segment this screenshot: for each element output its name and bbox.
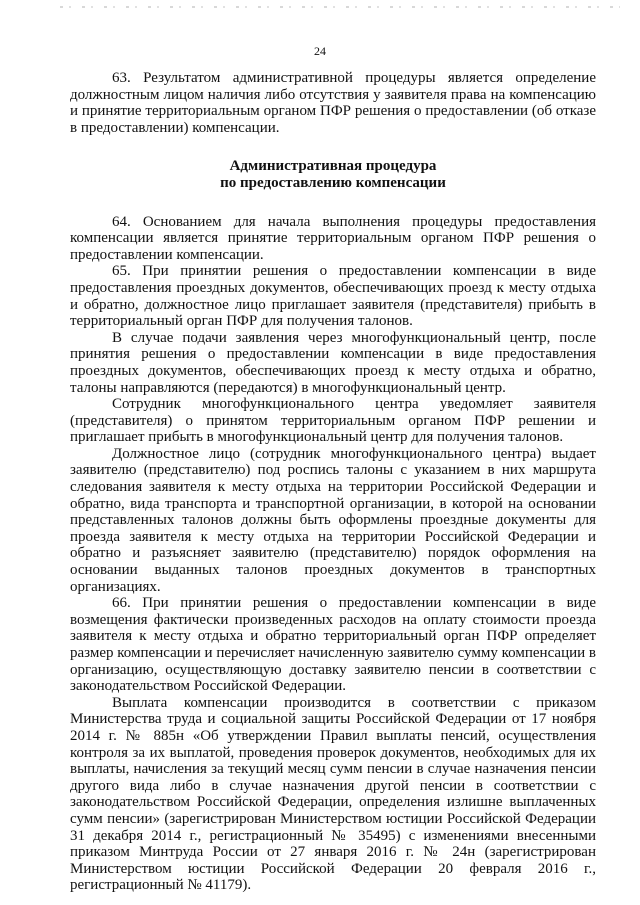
section-heading-line-2: по предоставлению компенсации xyxy=(220,174,446,191)
document-body xyxy=(70,70,596,894)
paragraph-mfc-employee: Сотрудник многофункционального центра уведомляет заявителя (представителя) о принятом территориальным органом ПФР решении и приглашает прибыть в многофункциональный центр для получения талонов. xyxy=(70,396,596,446)
paragraph-mfc-case: В случае подачи заявления через многофункциональный центр, после принятия решения о предоставлении компенсации в виде предоставления проездных документов, обеспечивающих проезд к месту отдыха и обратно, талоны направляются (передаются) в многофункциональный центр. xyxy=(70,329,596,396)
paragraph-payment: Выплата компенсации производится в соответствии с приказом Министерства труда и социальной защиты Российской Федерации от 17 ноября 2014 г. № 885н «Об утверждении Правил выплаты пенсий, осуществления контроля за их выплатой, проведения проверок документов, необходимых для их выплаты, начисления за текущий месяц сумм пенсии в случае назначения пенсии другого вида либо в случае назначения другой пенсии в соответствии с законодательством Российской Федерации, определения излишне выплаченных сумм пенсии» (зарегистрирован Министерством юстиции Российской Федерации 31 декабря 2014 г., регистрационный № 35495) с изменениями внесенными приказом Минтруда России от 27 января 2016 г. № 24н (зарегистрирован Министерством юстиции Российской Федерации 20 февраля 2016 г., регистрационный № 41179). xyxy=(70,694,596,894)
paragraph-63: 63. Результатом административной процедуры является определение должностным лицом наличия либо отсутствия у заявителя права на компенсацию и принятие территориальным органом ПФР решения о предоставлении (об отказе в предоставлении) компенсации. xyxy=(70,70,596,136)
scan-artifact-line xyxy=(60,6,620,8)
page-number: 24 xyxy=(314,44,326,58)
section-heading-line-1: Административная процедура xyxy=(229,158,437,175)
paragraph-64: 64. Основанием для начала выполнения процедуры предоставления компенсации является принятие территориальным органом ПФР решения о предоставлении компенсации. xyxy=(70,213,596,263)
paragraph-65: 65. При принятии решения о предоставлении компенсации в виде предоставления проездных документов, обеспечивающих проезд к месту отдыха и обратно, должностное лицо приглашает заявителя (представителя) прибыть в территориальный орган ПФР для получения талонов. xyxy=(70,263,596,330)
paragraph-official-issues: Должностное лицо (сотрудник многофункционального центра) выдает заявителю (представителю) под роспись талоны с указанием в них маршрута следования заявителя к месту отдыха на территории Российской Федерации и обратно, вида транспорта и транспортной организации, в которой на основании представленных талонов должны быть оформлены проездные документы для проезда заявителя к месту отдыха на территории Российской Федерации и обратно и разъясняет заявителю (представителю) порядок оформления на основании выданных талонов проездных документов в транспортных организациях. xyxy=(70,445,596,595)
paragraph-66: 66. При принятии решения о предоставлении компенсации в виде возмещения фактически произведенных расходов на оплату стоимости проезда заявителя к месту отдыха и обратно территориальный орган ПФР определяет размер компенсации и перечисляет начисленную заявителю сумму компенсации в организацию, осуществляющую доставку заявителю пенсии в соответствии с законодательством Российской Федерации. xyxy=(70,595,596,695)
section-heading xyxy=(70,158,596,191)
